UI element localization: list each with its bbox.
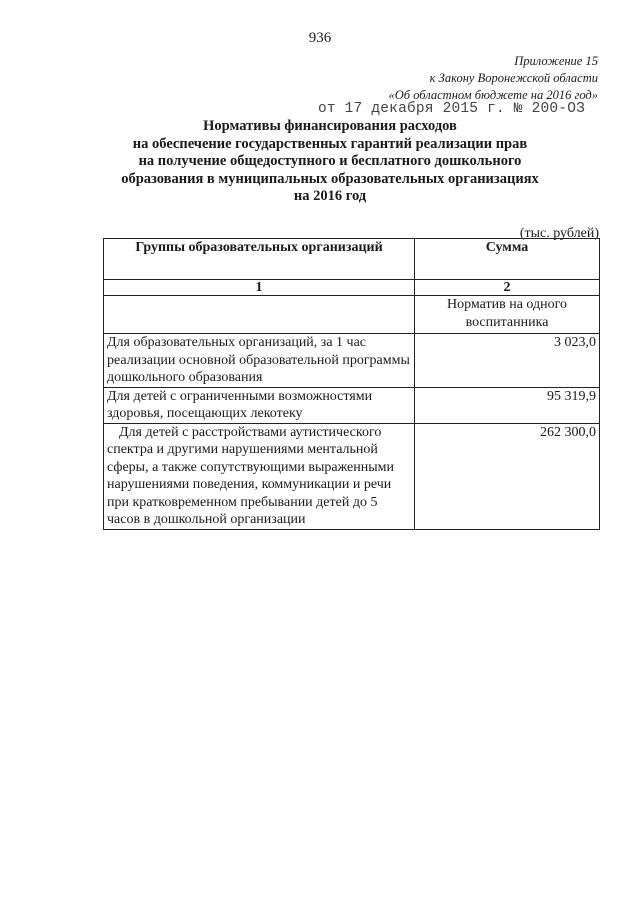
appendix-line-3: «Об областном бюджете на 2016 год» <box>388 88 598 102</box>
row-description: Для образовательных организаций, за 1 час реализации основной образовательной программы дошкольного образования <box>104 334 415 388</box>
column-number-2: 2 <box>415 280 600 296</box>
document-title <box>90 118 570 206</box>
table-header-row <box>104 239 600 280</box>
title-line: на 2016 год <box>293 188 367 204</box>
sub-header-label: Норматив на одного воспитанника <box>415 296 600 334</box>
norms-table <box>103 238 600 530</box>
row-amount: 262 300,0 <box>415 423 600 529</box>
title-line: образования в муниципальных образовательных организациях <box>121 170 539 187</box>
row-amount: 95 319,9 <box>415 387 600 423</box>
column-number-1: 1 <box>104 280 415 296</box>
empty-cell <box>104 296 415 334</box>
appendix-line-2: к Закону Воронежской области <box>429 71 598 85</box>
title-line: на получение общедоступного и бесплатного дошкольного <box>138 153 522 169</box>
table-row <box>104 334 600 388</box>
sub-header-row <box>104 296 600 334</box>
row-description: Для детей с расстройствами аутистического спектра и другими нарушениями ментальной сферы, а также сопутствующими выраженными нарушениями поведения, коммуникации и речи при кратковременном пребывании детей до 5 часов в дошкольной организации <box>104 423 415 529</box>
row-description: Для детей с ограниченными возможностями здоровья, посещающих лекотеку <box>104 387 415 423</box>
header-groups: Группы образовательных организаций <box>104 239 415 280</box>
table-row <box>104 423 600 529</box>
units-label: (тыс. рублей) <box>519 226 599 241</box>
appendix-line-1: Приложение 15 <box>514 54 598 68</box>
row-amount: 3 023,0 <box>415 334 600 388</box>
page-number: 936 <box>308 30 332 46</box>
appendix-reference <box>389 53 598 104</box>
column-number-row <box>104 280 600 296</box>
header-sum: Сумма <box>415 239 600 280</box>
registration-stamp: от 17 декабря 2015 г. № 200-ОЗ <box>317 101 585 117</box>
title-line: на обеспечение государственных гарантий реализации прав <box>132 135 528 152</box>
title-line: Нормативы финансирования расходов <box>203 118 457 134</box>
table-row <box>104 387 600 423</box>
